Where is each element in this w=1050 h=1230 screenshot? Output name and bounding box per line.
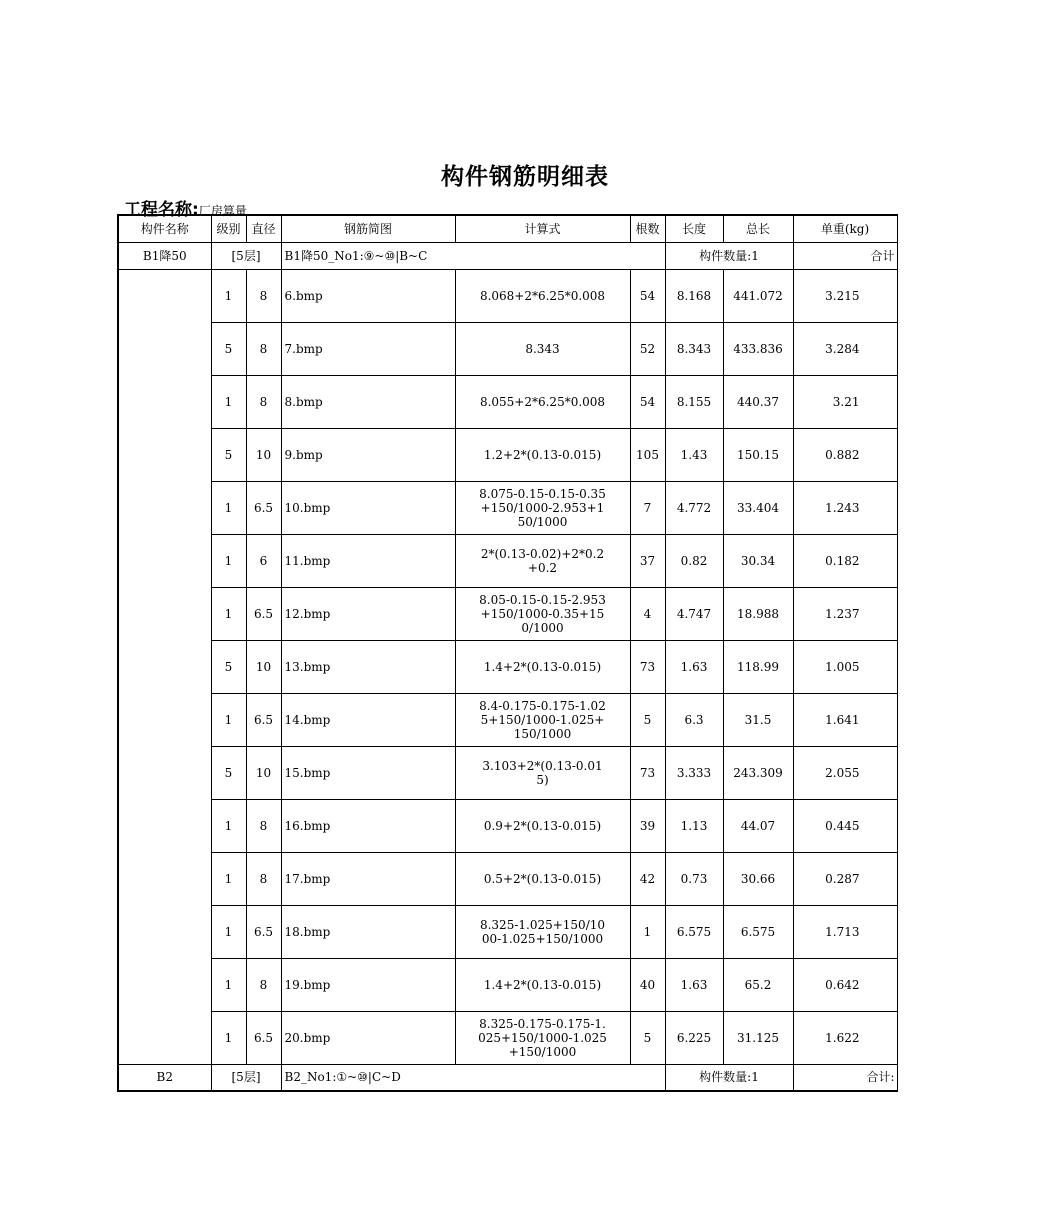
sketch-cell: 17.bmp (281, 852, 455, 905)
unit-weight-cell (793, 375, 897, 428)
total-length-cell: 33.404 (723, 481, 793, 534)
floor-label: [5层] (211, 1064, 281, 1091)
table-row (118, 534, 897, 587)
length-cell: 4.747 (665, 587, 723, 640)
total-length-cell: 150.15 (723, 428, 793, 481)
table-body (118, 242, 897, 1091)
formula-cell: 0.5+2*(0.13-0.015) (455, 852, 630, 905)
table-row (118, 587, 897, 640)
grade-cell: 5 (211, 640, 246, 693)
unit-weight-value: 1.641 (825, 712, 860, 727)
unit-weight-value: 2.055 (825, 765, 860, 780)
sketch-cell: 6.bmp (281, 269, 455, 322)
unit-weight-value: 0.445 (825, 818, 860, 833)
rebar-table-wrapper (117, 214, 895, 1092)
unit-weight-cell (793, 693, 897, 746)
component-name: B2 (118, 1064, 211, 1091)
quantity-cell: 4 (630, 587, 665, 640)
unit-weight-cell (793, 958, 897, 1011)
unit-weight-value: 0.287 (825, 871, 860, 886)
table-row (118, 640, 897, 693)
header-grade: 级别 (211, 215, 246, 242)
sketch-cell: 19.bmp (281, 958, 455, 1011)
length-cell: 3.333 (665, 746, 723, 799)
grade-cell: 1 (211, 693, 246, 746)
total-length-cell: 6.575 (723, 905, 793, 958)
grade-cell: 5 (211, 746, 246, 799)
unit-weight-cell (793, 587, 897, 640)
sketch-cell: 16.bmp (281, 799, 455, 852)
quantity-cell: 54 (630, 269, 665, 322)
grade-cell: 5 (211, 322, 246, 375)
length-cell: 6.3 (665, 693, 723, 746)
table-row (118, 322, 897, 375)
grade-cell: 1 (211, 375, 246, 428)
quantity-cell: 7 (630, 481, 665, 534)
length-cell: 0.82 (665, 534, 723, 587)
header-total-length: 总长 (723, 215, 793, 242)
diameter-cell: 10 (246, 746, 281, 799)
grade-cell: 1 (211, 1011, 246, 1064)
total-length-cell: 18.988 (723, 587, 793, 640)
section-row (118, 1064, 897, 1091)
table-row (118, 852, 897, 905)
project-name: 厂房算量 (198, 204, 247, 218)
grade-cell: 1 (211, 799, 246, 852)
formula-cell: 8.4-0.175-0.175-1.025+150/1000-1.025+150/1000 (455, 693, 630, 746)
formula-cell: 8.05-0.15-0.15-2.953+150/1000-0.35+150/1000 (455, 587, 630, 640)
total-length-cell: 243.309 (723, 746, 793, 799)
grade-cell: 5 (211, 428, 246, 481)
diameter-cell: 6.5 (246, 587, 281, 640)
total-length-cell: 65.2 (723, 958, 793, 1011)
quantity-cell: 39 (630, 799, 665, 852)
table-row (118, 746, 897, 799)
formula-cell: 8.075-0.15-0.15-0.35+150/1000-2.953+150/1000 (455, 481, 630, 534)
length-cell: 8.168 (665, 269, 723, 322)
quantity-cell: 73 (630, 746, 665, 799)
header-formula: 计算式 (455, 215, 630, 242)
diameter-cell: 10 (246, 640, 281, 693)
total-length-cell: 30.34 (723, 534, 793, 587)
quantity-cell: 5 (630, 1011, 665, 1064)
length-cell: 1.13 (665, 799, 723, 852)
header-sketch: 钢筋简图 (281, 215, 455, 242)
unit-weight-value: 1.005 (825, 659, 860, 674)
quantity-cell: 40 (630, 958, 665, 1011)
unit-weight-value: 1.713 (825, 924, 860, 939)
formula-cell: 1.4+2*(0.13-0.015) (455, 958, 630, 1011)
diameter-cell: 6.5 (246, 693, 281, 746)
rebar-table (117, 214, 898, 1092)
total-length-cell: 118.99 (723, 640, 793, 693)
grade-cell: 1 (211, 481, 246, 534)
component-name-merged (118, 269, 211, 1064)
unit-weight-cell (793, 746, 897, 799)
length-cell: 1.63 (665, 640, 723, 693)
quantity-cell: 52 (630, 322, 665, 375)
formula-cell: 0.9+2*(0.13-0.015) (455, 799, 630, 852)
floor-label: [5层] (211, 242, 281, 269)
unit-weight-value: 3.21 (832, 394, 860, 409)
unit-weight-value: 0.182 (825, 553, 860, 568)
unit-weight-value: 1.243 (825, 500, 860, 515)
quantity-cell: 1 (630, 905, 665, 958)
diameter-cell: 8 (246, 799, 281, 852)
table-row (118, 481, 897, 534)
sketch-cell: 9.bmp (281, 428, 455, 481)
sketch-cell: 13.bmp (281, 640, 455, 693)
length-cell: 6.225 (665, 1011, 723, 1064)
header-component-name: 构件名称 (118, 215, 211, 242)
formula-cell: 1.4+2*(0.13-0.015) (455, 640, 630, 693)
component-total: 合计 (793, 242, 897, 269)
length-cell: 8.155 (665, 375, 723, 428)
total-length-cell: 44.07 (723, 799, 793, 852)
unit-weight-cell (793, 269, 897, 322)
header-quantity: 根数 (630, 215, 665, 242)
length-cell: 6.575 (665, 905, 723, 958)
total-length-cell: 31.5 (723, 693, 793, 746)
header-diameter: 直径 (246, 215, 281, 242)
table-row (118, 269, 897, 322)
formula-cell: 8.068+2*6.25*0.008 (455, 269, 630, 322)
unit-weight-value: 3.215 (825, 288, 860, 303)
quantity-cell: 42 (630, 852, 665, 905)
diameter-cell: 6.5 (246, 905, 281, 958)
formula-cell: 1.2+2*(0.13-0.015) (455, 428, 630, 481)
unit-weight-cell (793, 481, 897, 534)
unit-weight-value: 1.237 (825, 606, 860, 621)
length-cell: 0.73 (665, 852, 723, 905)
formula-cell: 8.325-1.025+150/1000-1.025+150/1000 (455, 905, 630, 958)
component-description: B1降50_No1:⑨~⑩|B~C (281, 242, 665, 269)
diameter-cell: 8 (246, 322, 281, 375)
unit-weight-value: 0.882 (825, 447, 860, 462)
grade-cell: 1 (211, 958, 246, 1011)
component-name: B1降50 (118, 242, 211, 269)
table-row (118, 905, 897, 958)
table-row (118, 958, 897, 1011)
page-title: 构件钢筋明细表 (441, 164, 609, 190)
formula-cell: 8.325-0.175-0.175-1.025+150/1000-1.025+150/1000 (455, 1011, 630, 1064)
table-row (118, 693, 897, 746)
component-total: 合计: (793, 1064, 897, 1091)
component-description: B2_No1:①~⑩|C~D (281, 1064, 665, 1091)
unit-weight-value: 0.642 (825, 977, 860, 992)
total-length-cell: 433.836 (723, 322, 793, 375)
unit-weight-cell (793, 1011, 897, 1064)
diameter-cell: 10 (246, 428, 281, 481)
section-row (118, 242, 897, 269)
sketch-cell: 15.bmp (281, 746, 455, 799)
quantity-cell: 5 (630, 693, 665, 746)
sketch-cell: 10.bmp (281, 481, 455, 534)
unit-weight-value: 3.284 (825, 341, 860, 356)
formula-cell: 8.055+2*6.25*0.008 (455, 375, 630, 428)
length-cell: 8.343 (665, 322, 723, 375)
sketch-cell: 14.bmp (281, 693, 455, 746)
header-unit-weight: 单重(kg) (793, 215, 897, 242)
diameter-cell: 8 (246, 375, 281, 428)
unit-weight-cell (793, 322, 897, 375)
sketch-cell: 11.bmp (281, 534, 455, 587)
table-row (118, 428, 897, 481)
sketch-cell: 8.bmp (281, 375, 455, 428)
diameter-cell: 6.5 (246, 1011, 281, 1064)
length-cell: 4.772 (665, 481, 723, 534)
quantity-cell: 73 (630, 640, 665, 693)
component-count: 构件数量:1 (665, 1064, 793, 1091)
diameter-cell: 6.5 (246, 481, 281, 534)
length-cell: 1.43 (665, 428, 723, 481)
diameter-cell: 8 (246, 269, 281, 322)
diameter-cell: 6 (246, 534, 281, 587)
sketch-cell: 18.bmp (281, 905, 455, 958)
unit-weight-cell (793, 799, 897, 852)
unit-weight-value: 1.622 (825, 1030, 860, 1045)
total-length-cell: 30.66 (723, 852, 793, 905)
table-row (118, 1011, 897, 1064)
unit-weight-cell (793, 640, 897, 693)
grade-cell: 1 (211, 852, 246, 905)
project-label: 工程名称: (124, 200, 199, 220)
total-length-cell: 31.125 (723, 1011, 793, 1064)
diameter-cell: 8 (246, 958, 281, 1011)
header-row (118, 215, 897, 242)
total-length-cell: 440.37 (723, 375, 793, 428)
total-length-cell: 441.072 (723, 269, 793, 322)
sketch-cell: 20.bmp (281, 1011, 455, 1064)
quantity-cell: 37 (630, 534, 665, 587)
header-length: 长度 (665, 215, 723, 242)
unit-weight-cell (793, 905, 897, 958)
grade-cell: 1 (211, 905, 246, 958)
formula-cell: 8.343 (455, 322, 630, 375)
unit-weight-cell (793, 534, 897, 587)
quantity-cell: 54 (630, 375, 665, 428)
diameter-cell: 8 (246, 852, 281, 905)
component-count: 构件数量:1 (665, 242, 793, 269)
sketch-cell: 7.bmp (281, 322, 455, 375)
quantity-cell: 105 (630, 428, 665, 481)
length-cell: 1.63 (665, 958, 723, 1011)
unit-weight-cell (793, 428, 897, 481)
unit-weight-cell (793, 852, 897, 905)
sketch-cell: 12.bmp (281, 587, 455, 640)
grade-cell: 1 (211, 587, 246, 640)
grade-cell: 1 (211, 269, 246, 322)
grade-cell: 1 (211, 534, 246, 587)
table-row (118, 375, 897, 428)
formula-cell: 2*(0.13-0.02)+2*0.2+0.2 (455, 534, 630, 587)
table-row (118, 799, 897, 852)
formula-cell: 3.103+2*(0.13-0.015) (455, 746, 630, 799)
